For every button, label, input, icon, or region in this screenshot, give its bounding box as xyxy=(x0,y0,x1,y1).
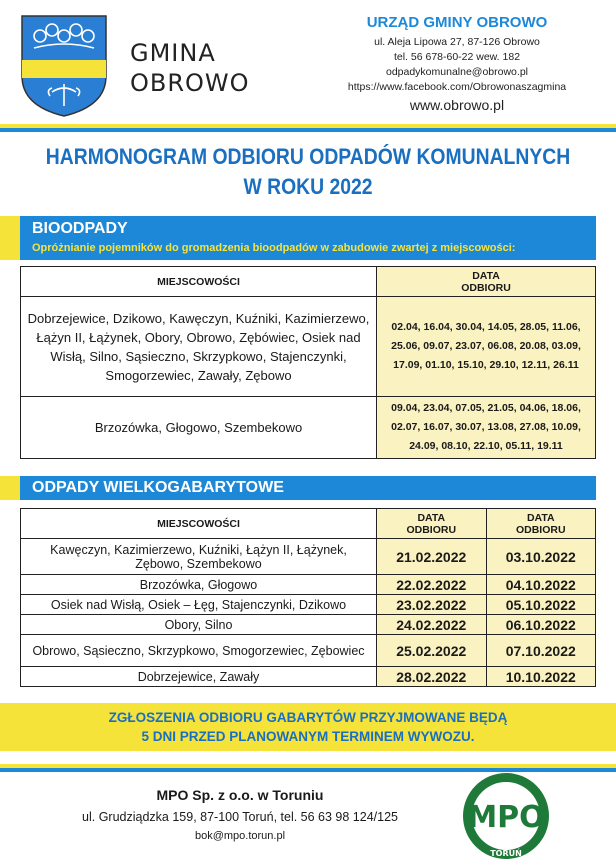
bulky-row-date1: 21.02.2022 xyxy=(377,539,487,575)
bulky-section-header xyxy=(20,476,596,500)
bio-row-places: Dobrzejewice, Dzikowo, Kawęczyn, Kuźniki, Kazimierzewo, Łążyn II, Łążynek, Obory, Obrowo, Zębówiec, Osiek nad Wisłą, Silno, Sąsieczno, Skrzypkowo, Stajenczynki, Smogorzewiec, Zawały, Zębowo xyxy=(21,297,377,397)
office-facebook-link[interactable]: https://www.facebook.com/Obrowonaszagmina xyxy=(347,81,567,93)
bulky-row-date2: 05.10.2022 xyxy=(486,595,596,615)
footer-company: MPO Sp. z o.o. w Toruniu xyxy=(156,787,324,803)
bio-row-dates: 02.04, 16.04, 30.04, 14.05, 28.05, 11.06, 25.06, 09.07, 23.07, 06.08, 20.08, 03.09, 17.09, 01.10, 15.10, 29.10, 12.11, 26.11 xyxy=(377,297,596,397)
table-row xyxy=(21,539,596,575)
bulky-col-date2-line1: DATA xyxy=(526,511,555,524)
bulky-col-date1-line1: DATA xyxy=(417,511,446,524)
table-row xyxy=(21,297,596,397)
mpo-logo-letters: MPO xyxy=(467,800,545,835)
office-contact xyxy=(322,14,592,115)
bulky-col-date2-line2: ODBIORU xyxy=(515,523,566,536)
bulky-col-date2 xyxy=(486,509,596,539)
bulky-schedule-table xyxy=(20,508,596,687)
bulky-row-places: Brzozówka, Głogowo xyxy=(21,575,377,595)
bio-section-header xyxy=(20,216,596,260)
header-stripe-blue xyxy=(0,128,616,132)
bio-col-dates-1: DATA xyxy=(472,269,500,282)
coat-of-arms-icon xyxy=(20,14,108,118)
bulky-row-date2: 06.10.2022 xyxy=(486,615,596,635)
bulky-row-places: Osiek nad Wisłą, Osiek – Łęg, Stajenczynki, Dzikowo xyxy=(21,595,377,615)
bulky-col-places: MIEJSCOWOŚCI xyxy=(21,509,377,539)
bulky-row-date1: 23.02.2022 xyxy=(377,595,487,615)
bulky-col-date1-line2: ODBIORU xyxy=(406,523,457,536)
bio-row-places: Brzozówka, Głogowo, Szembekowo xyxy=(21,397,377,459)
title-line1: HARMONOGRAM ODBIORU ODPADÓW KOMUNALNYCH xyxy=(45,144,571,169)
bio-col-dates-2: ODBIORU xyxy=(461,281,511,294)
gmina-line1: GMINA xyxy=(130,39,216,67)
bulky-row-places: Obrowo, Sąsieczno, Skrzypkowo, Smogorzewiec, Zębowiec xyxy=(21,635,377,667)
bulky-row-date2: 10.10.2022 xyxy=(486,667,596,687)
notice-text xyxy=(20,703,596,751)
office-website-link[interactable]: www.obrowo.pl xyxy=(409,97,505,113)
bio-header-accent xyxy=(0,216,20,260)
bio-table-header-row xyxy=(21,267,596,297)
gmina-line2: OBROWO xyxy=(130,69,250,97)
footer-email[interactable]: bok@mpo.torun.pl xyxy=(194,830,286,842)
bio-subheading: Opróżnianie pojemników do gromadzenia bioodpadów w zabudowie zwartej z miejscowości: xyxy=(32,242,516,254)
bulky-row-date2: 03.10.2022 xyxy=(486,539,596,575)
notice-line2: 5 DNI PRZED PLANOWANYM TERMINEM WYWOZU. xyxy=(141,729,475,744)
office-address: ul. Aleja Lipowa 27, 87-126 Obrowo xyxy=(374,36,540,48)
office-title: URZĄD GMINY OBROWO xyxy=(366,14,548,31)
bio-heading: BIOODPADY xyxy=(32,220,128,237)
bulky-row-date1: 28.02.2022 xyxy=(377,667,487,687)
bulky-row-places: Obory, Silno xyxy=(21,615,377,635)
bulky-row-date1: 24.02.2022 xyxy=(377,615,487,635)
bulky-row-date2: 07.10.2022 xyxy=(486,635,596,667)
table-row xyxy=(21,397,596,459)
bulky-row-date1: 22.02.2022 xyxy=(377,575,487,595)
bulky-row-date2: 04.10.2022 xyxy=(486,575,596,595)
table-row xyxy=(21,667,596,687)
table-row xyxy=(21,635,596,667)
page-header xyxy=(0,0,616,128)
table-row xyxy=(21,575,596,595)
page-title xyxy=(37,142,579,202)
bulky-table-header-row xyxy=(21,509,596,539)
bulky-col-date1 xyxy=(377,509,487,539)
bulky-row-places: Kawęczyn, Kazimierzewo, Kuźniki, Łążyn II, Łążynek, Zębowo, Szembekowo xyxy=(21,539,377,575)
bio-col-dates xyxy=(377,267,596,297)
mpo-logo-icon xyxy=(460,770,552,862)
bio-col-places: MIEJSCOWOŚCI xyxy=(21,267,377,297)
table-row xyxy=(21,615,596,635)
bulky-row-places: Dobrzejewice, Zawały xyxy=(21,667,377,687)
office-phone: tel. 56 678-60-22 wew. 182 xyxy=(393,51,521,63)
title-line2: W ROKU 2022 xyxy=(243,174,373,199)
bio-row-dates: 09.04, 23.04, 07.05, 21.05, 04.06, 18.06, 02.07, 16.07, 30.07, 13.08, 27.08, 10.09, 24.09, 08.10, 22.10, 05.11, 19.11 xyxy=(377,397,596,459)
bulky-row-date1: 25.02.2022 xyxy=(377,635,487,667)
footer-address: ul. Grudziądzka 159, 87-100 Toruń, tel. 56 63 98 124/125 xyxy=(82,810,398,824)
mpo-logo-city: TORUŃ xyxy=(490,849,522,858)
bulky-heading: ODPADY WIELKOGABARYTOWE xyxy=(32,479,284,496)
table-row xyxy=(21,595,596,615)
bulky-header-accent xyxy=(0,476,20,500)
notice-line1: ZGŁOSZENIA ODBIORU GABARYTÓW PRZYJMOWANE BĘDĄ xyxy=(108,710,508,725)
gmina-name xyxy=(130,38,250,98)
bio-schedule-table xyxy=(20,266,596,459)
office-email[interactable]: odpadykomunalne@obrowo.pl xyxy=(385,66,528,78)
notice-banner xyxy=(0,703,616,751)
